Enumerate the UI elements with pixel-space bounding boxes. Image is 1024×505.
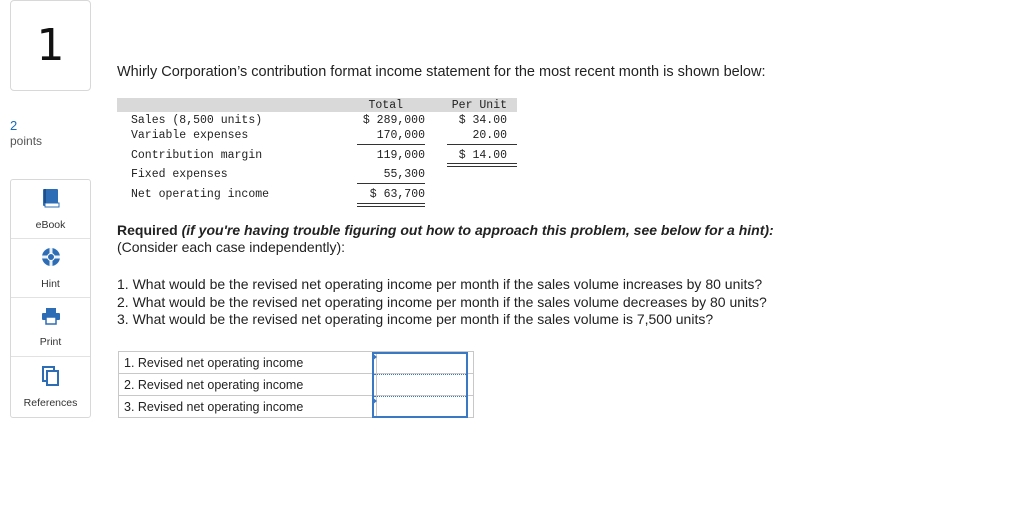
row-per-unit: 20.00 [472,129,507,142]
tools-panel [10,179,91,418]
print-button[interactable] [11,298,90,357]
question-item: 1. What would be the revised net operating income per month if the sales volume increases by 80 units? [117,276,763,292]
hint-button[interactable] [11,239,90,298]
references-label: References [23,396,78,409]
per-unit-underline [447,144,517,145]
question-number: 1 [10,0,91,91]
required-subtext: (Consider each case independently): [117,239,346,255]
question-item: 3. What would be the revised net operating income per month if the sales volume is 7,500 units? [117,311,714,327]
total-underline [357,183,425,184]
book-icon [42,188,60,213]
row-total: $ 63,700 [369,188,425,201]
answer-flag-icon [372,397,377,405]
row-total: 119,000 [376,149,425,162]
total-double-underline [357,206,425,207]
col-per-unit-header: Per Unit [451,99,507,112]
row-total: $ 289,000 [362,114,425,127]
references-button[interactable] [11,357,90,417]
answer-label: 1. Revised net operating income [119,352,377,374]
points-value: 2 [10,118,18,133]
answer-row [119,374,474,396]
row-label: Net operating income [131,188,270,201]
required-hint-text: (if you're having trouble figuring out how to approach this problem, see below for a hint): [181,222,774,238]
required-instructions [117,222,774,256]
row-label: Contribution margin [131,149,263,162]
intro-text: Whirly Corporation’s contribution format income statement for the most recent month is shown below: [117,64,766,80]
row-per-unit: $ 34.00 [458,114,507,127]
print-label: Print [39,335,62,348]
answer-input-1[interactable] [377,354,473,371]
lifebuoy-icon [41,247,61,272]
question-item: 2. What would be the revised net operating income per month if the sales volume decreases by 80 units? [117,293,767,310]
answer-label: 3. Revised net operating income [119,396,377,418]
answer-row [119,396,474,418]
row-per-unit: $ 14.00 [458,149,507,162]
row-label: Sales (8,500 units) [131,114,263,127]
printer-icon [41,307,61,330]
total-underline [357,144,425,145]
per-unit-double-underline [447,163,517,164]
row-total: 55,300 [383,168,425,181]
hint-label: Hint [41,277,60,290]
per-unit-double-underline [447,166,517,167]
question-list [117,276,767,329]
col-total-header: Total [368,99,403,112]
points-label: points [10,134,43,148]
copy-pages-icon [42,366,60,391]
total-double-underline [357,203,425,204]
row-total: 170,000 [376,129,425,142]
ebook-label: eBook [35,218,66,231]
row-label: Fixed expenses [131,168,228,181]
answer-row [119,352,474,374]
answer-input-2[interactable] [377,376,473,393]
answer-label: 2. Revised net operating income [119,374,377,396]
required-label: Required [117,222,178,238]
ebook-button[interactable] [11,180,90,239]
income-statement [117,98,517,210]
row-label: Variable expenses [131,129,249,142]
answer-input-3[interactable] [377,398,473,415]
answer-flag-icon [372,353,377,361]
answer-table [118,351,474,418]
